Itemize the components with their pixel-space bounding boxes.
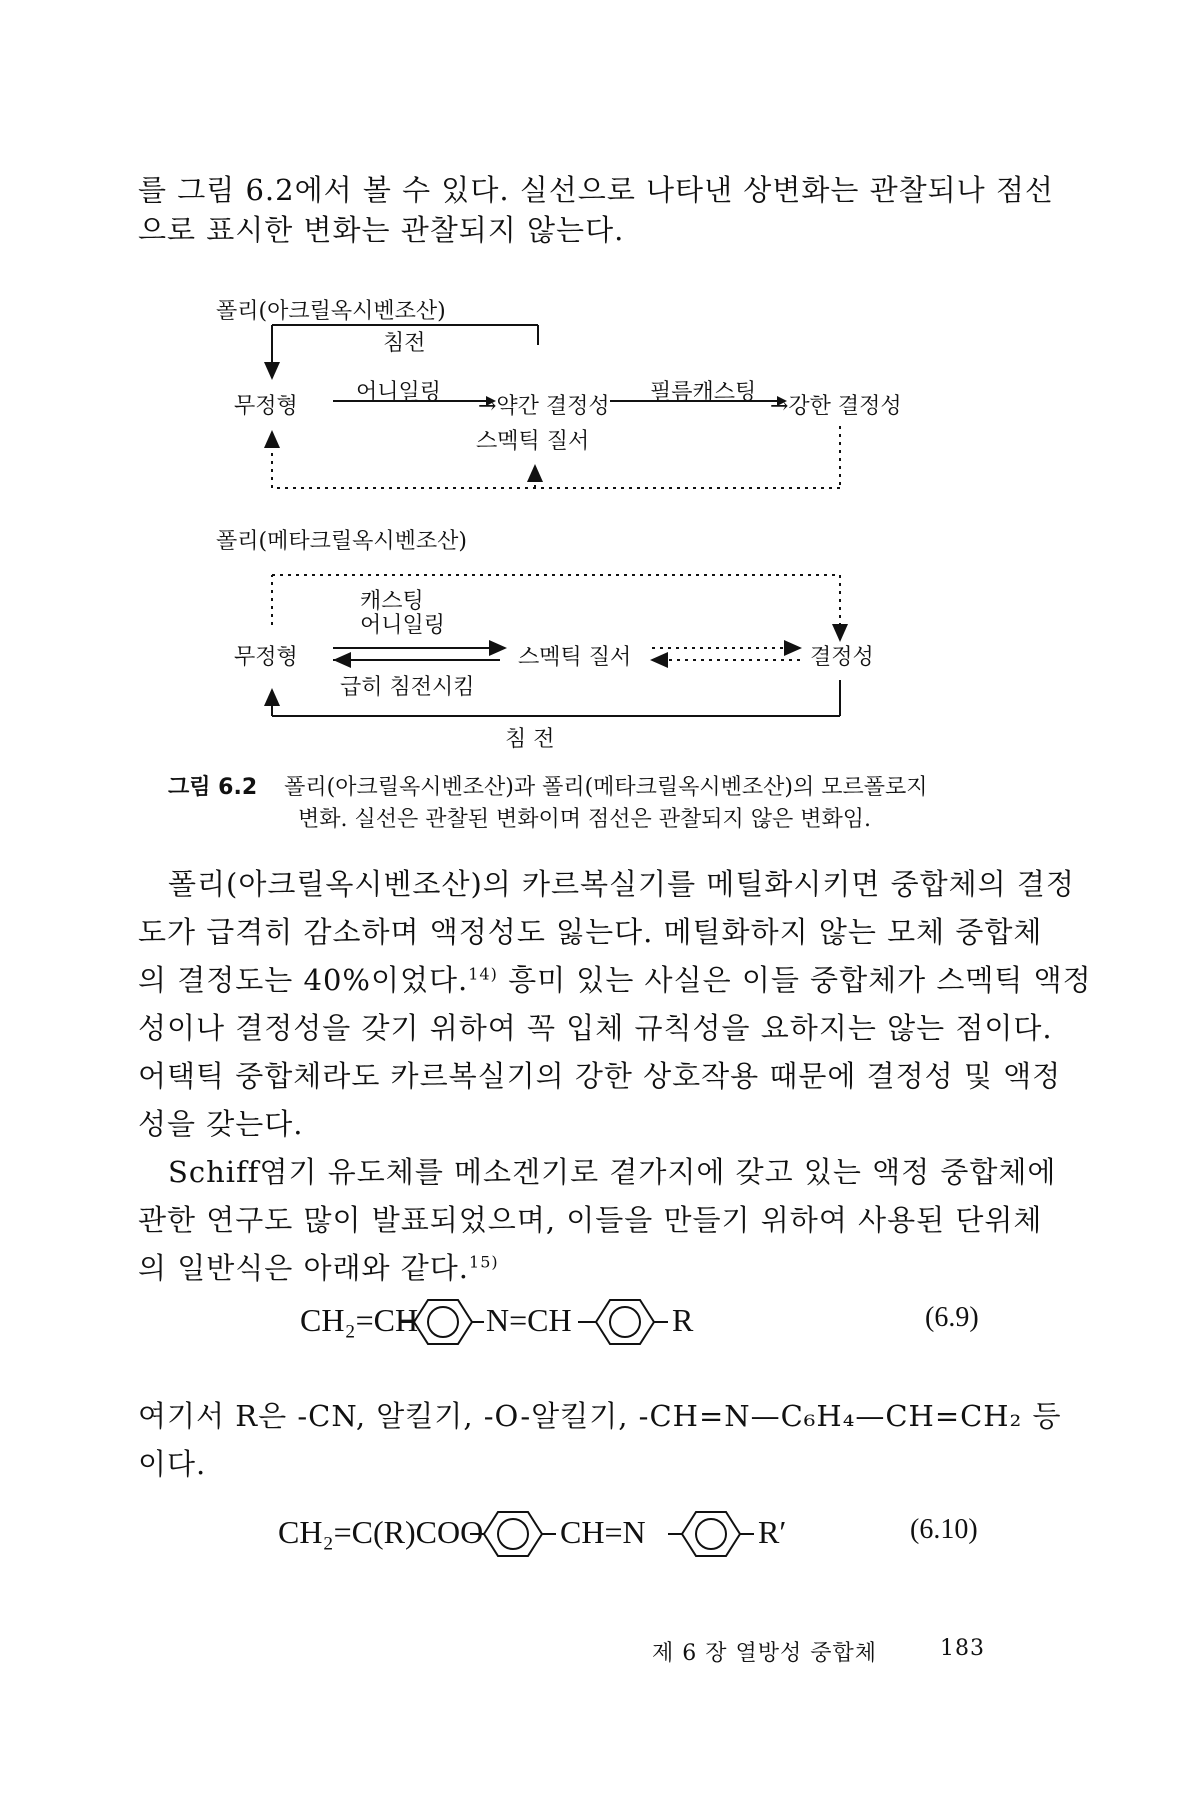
page-number: 183	[940, 1636, 985, 1661]
d2-title: 폴리(메타크릴옥시벤조산)	[216, 529, 467, 554]
d1-title: 폴리(아크릴옥시벤조산)	[216, 299, 446, 324]
p2-line-2: 관한 연구도 많이 발표되었으며, 이들을 만들기 위하여 사용된 단위체	[138, 1203, 1043, 1237]
figure-caption-text-1: 폴리(아크릴옥시벤조산)과 폴리(메타크릴옥시벤조산)의 모르폴로지	[284, 775, 928, 800]
d1-amorphous: 무정형	[234, 394, 298, 419]
d1-weak-crystallinity: →약간 결정성	[478, 394, 610, 419]
d1-film-casting: 필름캐스팅	[650, 380, 757, 405]
p1-line-2: 도가 급격히 감소하며 액정성도 잃는다. 메틸화하지 않는 모체 중합체	[138, 915, 1043, 949]
d2-annealing: 어니일링	[360, 613, 446, 638]
f2-left: CH₂=C(R)COO	[278, 1514, 484, 1550]
figure-caption-label: 그림 6.2	[168, 775, 258, 800]
p1-line-5: 어택틱 중합체라도 카르복실기의 강한 상호작용 때문에 결정성 및 액정	[138, 1059, 1062, 1093]
f1-right: R	[672, 1302, 694, 1338]
f2-equation-number: (6.10)	[910, 1514, 978, 1545]
d1-annealing: 어니일링	[356, 380, 442, 405]
f1-equation-number: (6.9)	[925, 1302, 979, 1333]
p2-line-3	[138, 1246, 499, 1287]
figure-caption-line-2: 변화. 실선은 관찰된 변화이며 점선은 관찰되지 않은 변화임.	[298, 807, 871, 832]
r-definition-line-1: 여기서 R은 -CN, 알킬기, -O-알킬기, -CH=N—C₆H₄—CH=CH₂ 등	[138, 1399, 1062, 1433]
intro-line-2: 으로 표시한 변화는 관찰되지 않는다.	[138, 213, 625, 247]
p1-line-6: 성을 갖는다.	[138, 1107, 304, 1141]
p1-line-3a: 의 결정도는 40%이었다.	[138, 963, 469, 997]
d2-smectic-order: 스멕틱 질서	[518, 645, 632, 670]
figure-caption-line-1	[168, 770, 928, 801]
f1-middle: N=CH	[486, 1302, 572, 1338]
d2-quench: 급히 침전시킴	[340, 675, 475, 700]
d2-casting: 캐스팅	[360, 589, 424, 614]
p1-line-4: 성이나 결정성을 갖기 위하여 꼭 입체 규칙성을 요하지는 않는 점이다.	[138, 1011, 1053, 1045]
running-footer-chapter: 제 6 장 열방성 중합체	[652, 1641, 877, 1666]
d2-precip-label: 침 전	[505, 727, 555, 752]
d1-precip-label: 침전	[383, 331, 426, 356]
p1-line-1: 폴리(아크릴옥시벤조산)의 카르복실기를 메틸화시키면 중합체의 결정	[168, 867, 1075, 901]
d1-smectic-order: 스멕틱 질서	[476, 429, 590, 454]
p2-line-3a: 의 일반식은 아래와 같다.	[138, 1251, 470, 1285]
r-definition-line-2: 이다.	[138, 1447, 207, 1481]
d2-crystalline: 결정성	[810, 645, 874, 670]
intro-line-1: 를 그림 6.2에서 볼 수 있다. 실선으로 나타낸 상변화는 관찰되나 점선	[138, 173, 1054, 207]
f2-right: R′	[758, 1514, 787, 1550]
d1-strong-crystallinity: →강한 결정성	[770, 394, 902, 419]
ref-14: 14)	[468, 964, 498, 984]
f2-middle: CH=N	[560, 1514, 646, 1550]
ref-15: 15)	[469, 1252, 499, 1272]
d2-amorphous: 무정형	[234, 645, 298, 670]
f1-left: CH₂=CH	[300, 1302, 419, 1338]
p1-line-3b: 흥미 있는 사실은 이들 중합체가 스멕틱 액정	[508, 963, 1092, 997]
p2-line-1: Schiff염기 유도체를 메소겐기로 곁가지에 갖고 있는 액정 중합체에	[168, 1155, 1057, 1189]
p1-line-3	[138, 958, 1092, 999]
